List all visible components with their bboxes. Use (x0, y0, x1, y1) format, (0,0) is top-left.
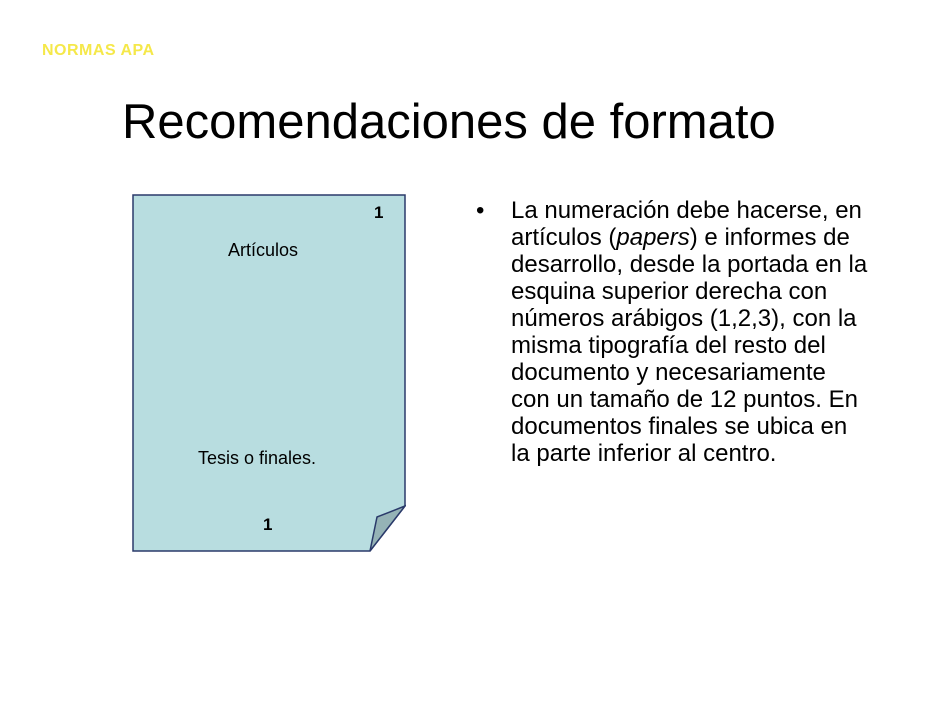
section-tag: NORMAS APA (42, 42, 155, 59)
bullet-text (511, 197, 871, 467)
page-illustration (132, 194, 406, 552)
bullet-marker: • (476, 197, 485, 224)
page-number-bottom: 1 (263, 515, 273, 534)
label-articulos: Artículos (228, 240, 299, 260)
page-number-top: 1 (374, 203, 384, 222)
bullet-text-italic: papers (616, 224, 690, 251)
bullet-text-end: ) e informes de desarrollo, desde la portada en la esquina superior derecha con números arábigos (1,2,3), con la misma tipografía del resto del documento y necesariamente con un tamaño de 12 puntos. En documentos finales se ubica en la parte inferior al centro. (511, 224, 868, 467)
bullet-text-start: La numeración debe hacerse, en artículos ( (511, 197, 862, 251)
label-tesis: Tesis o finales. (198, 448, 317, 468)
slide-title: Recomendaciones de formato (122, 95, 776, 149)
